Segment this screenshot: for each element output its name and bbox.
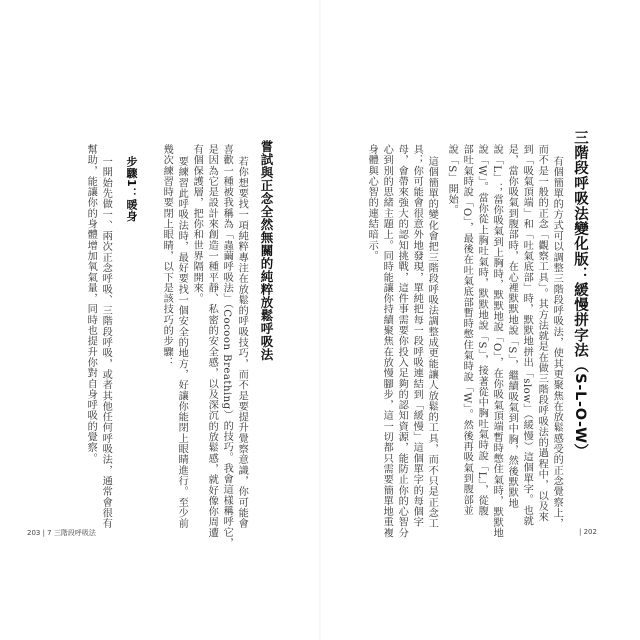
step-title: 步驟1：暖身 [125,156,138,222]
paragraph-line: 到「吸氣頂端」和「吐氣底部」時，默默地拼出「slow」（緩慢）這個單字。也就 [521,144,533,527]
paragraph-line: 幾次練習時要閉上眼睛，以下是該技巧的步驟： [161,144,173,368]
paragraph-line: 一開始先做一、兩次正念呼吸、三階段呼吸，或者其他任何呼吸法，通常會很有 [100,156,112,529]
paragraph-line: 說「L」；當你吸氣到上胸時，默默地說「O」，在你吸氣頂端暫時憋住氣時，默默地 [491,144,503,539]
page-gutter [319,0,321,640]
paragraph-line: 身體與心智的連結暗示。 [366,144,378,262]
paragraph-line: 具；你可能會很意外地發現，單純把每一段呼吸連結到「緩慢」這個單字的每個字 [411,144,423,528]
left-page-folio: 203 | 7 三階段呼吸法 [27,529,96,537]
paragraph-line: 說「W」。當你從上胸吐氣時，默默地說「S」，接著從中胸吐氣時說「L」，從腹 [476,144,488,517]
paragraph-line: 是因為它是設計來創造一種平靜、私密的安全感，以及深沉的放鬆感，就好像你周遭 [206,144,218,539]
paragraph-line: 而不是一般的正念「觀察工具」。其方法就是在做三階段呼吸法的過程中，以及來 [536,144,548,523]
paragraph-line: 有個簡單的方式可以調整三階段呼吸法，使其更聚焦在放鬆感受的正念覺察上， [551,156,563,529]
left-page-title: 嘗試與正念全然無關的純粹放鬆呼吸法 [259,140,274,361]
paragraph-line: 有個保護層，把你和世界隔開來。 [191,144,203,304]
paragraph-line: 部吐氣時說「O」，最後在吐氣底部暫時憋住氣時說「W」。然後再吸氣到腹部並 [461,144,473,516]
paragraph-line: 母，會帶來強大的認知挑戰，這件事需要你投入足夠的認知資源，能防止你的心智分 [396,144,408,539]
paragraph-line: 是，當你吸氣到腹部時，在心裡默默地說「S」，繼續吸氣到中胸，然後默默地 [506,144,518,509]
paragraph-line: 心到別的思緒主題上。同時能讓你持續聚焦在放慢腳步，這一切都只需要簡單地重複 [381,144,393,539]
right-page-title: 三階段呼吸法變化版：緩慢拼字法（S-L-O-W） [572,130,588,459]
paragraph-line: 若你想要找一項純粹專注在放鬆的呼吸技巧，而不是要提升覺察意識，你可能會 [236,156,248,529]
paragraph-line: 這個簡單的變化會把三階段呼吸法調整成更能讓人放鬆的工具，而不只是正念工 [426,156,438,529]
right-page-folio: | 202 [579,528,597,536]
paragraph-line: 喜歡一種被我稱為「蟲繭呼吸法」（Cocoon Breathing）的技巧。我會這樣稱呼它， [221,144,233,549]
paragraph-line: 要練習此呼吸法時，最好要找一個安全的地方，好讓你能閉上眼睛進行。至少前 [176,156,188,529]
paragraph-line: 說「S」開始。 [446,144,458,216]
paragraph-line: 幫助，能讓你的身體增加氧氣量，同時也提升你對自身呼吸的覺察。 [85,144,97,464]
